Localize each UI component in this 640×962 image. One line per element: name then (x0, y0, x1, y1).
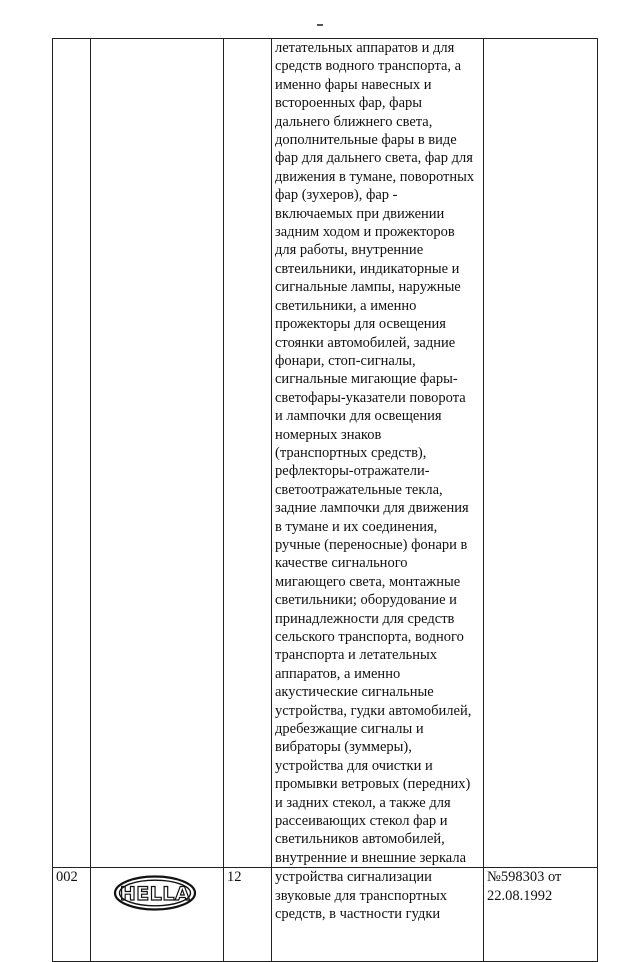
text-line: дребезжащие сигналы и (275, 721, 424, 738)
text-line: включаемых при движении (275, 205, 445, 222)
text-line: рассеивающих стекол фар и (275, 813, 448, 830)
text-line: фар для дальнего света, фар для (275, 150, 473, 167)
number-cell (53, 39, 91, 868)
text-line: задние лампочки для движения (275, 500, 469, 517)
text-line: именно фары навесных и (275, 76, 432, 93)
text-line: 22.08.1992 (487, 887, 553, 904)
mark-cell (91, 39, 224, 868)
text-line: аппаратов, а именно (275, 665, 401, 682)
text-line: (транспортных средств), (275, 444, 427, 461)
text-line: звуковые для транспортных (275, 887, 447, 904)
text-line: устройства, гудки автомобилей, (275, 702, 472, 719)
text-line: свтеильники, индикаторные и (275, 260, 460, 277)
table-row (53, 39, 598, 868)
goods-description-cell (272, 868, 484, 962)
registration-cell (484, 39, 598, 868)
text-line: встороенных фар, фары (275, 95, 422, 112)
text-line: светильников автомобилей, (275, 831, 445, 848)
trademark-register-table (52, 38, 598, 962)
entry-number: 002 (56, 869, 78, 886)
text-line: транспорта и летательных (275, 647, 438, 664)
logo-lettering: HELLA (119, 883, 191, 906)
text-line: рефлекторы-отражатели- (275, 463, 430, 480)
text-line: сигнальные лампы, наружные (275, 279, 461, 296)
text-line: светильники, а именно (275, 297, 417, 314)
text-line: устройства сигнализации (275, 869, 432, 886)
registration-cell (484, 868, 598, 962)
text-line: и задних стекол, а также для (275, 794, 451, 811)
goods-description-text (275, 39, 480, 867)
text-line: сельского транспорта, водного (275, 629, 464, 645)
class-cell (224, 39, 272, 868)
text-line: мигающего света, монтажные (275, 573, 461, 590)
text-line: светильники; оборудование и (275, 592, 457, 609)
goods-description-text (275, 868, 480, 923)
mark-cell (91, 868, 224, 962)
registration-info (487, 868, 594, 905)
text-line: дальнего ближнего света, (275, 113, 433, 130)
text-line: средств водного транспорта, а (275, 58, 462, 75)
text-line: и лампочки для освещения (275, 408, 442, 425)
text-line: акустические сигнальные (275, 684, 434, 701)
text-line: дополнительные фары в виде (275, 132, 457, 149)
text-line: для работы, внутренние (275, 242, 424, 259)
scan-mark (317, 24, 323, 26)
text-line: сигнальные мигающие фары- (275, 371, 458, 388)
text-line: в тумане и их соединения, (275, 518, 438, 535)
text-line: стоянки автомобилей, задние (275, 334, 456, 351)
text-line: промывки ветровых (передних) (275, 776, 471, 793)
text-line: ручные (переносные) фонари в (275, 536, 468, 553)
table-row (53, 868, 598, 962)
text-line: задним ходом и прожекторов (275, 224, 455, 241)
text-line: светофары-указатели поворота (275, 389, 466, 406)
text-line: фонари, стоп-сигналы, (275, 352, 416, 369)
text-line: номерных знаков (275, 426, 382, 443)
goods-description-cell (272, 39, 484, 868)
text-line: вибраторы (зуммеры), (275, 739, 412, 756)
text-line: принадлежности для средств (275, 610, 455, 627)
text-line: фар (зухеров), фар - (275, 187, 398, 204)
text-line: качестве сигнального (275, 555, 408, 572)
hella-logo (113, 874, 197, 912)
text-line: средств, в частности гудки (275, 906, 441, 923)
text-line: внутренние и внешние зеркала (275, 849, 467, 866)
text-line: прожекторы для освещения (275, 316, 446, 333)
text-line: светоотражательные текла, (275, 481, 443, 498)
text-line: движения в тумане, поворотных (275, 168, 475, 185)
text-line: устройства для очистки и (275, 757, 433, 774)
text-line: летательных аппаратов и для (275, 40, 455, 56)
number-cell (53, 868, 91, 962)
text-line: №598303 от (487, 869, 562, 886)
class-cell (224, 868, 272, 962)
class-number: 12 (227, 869, 242, 886)
